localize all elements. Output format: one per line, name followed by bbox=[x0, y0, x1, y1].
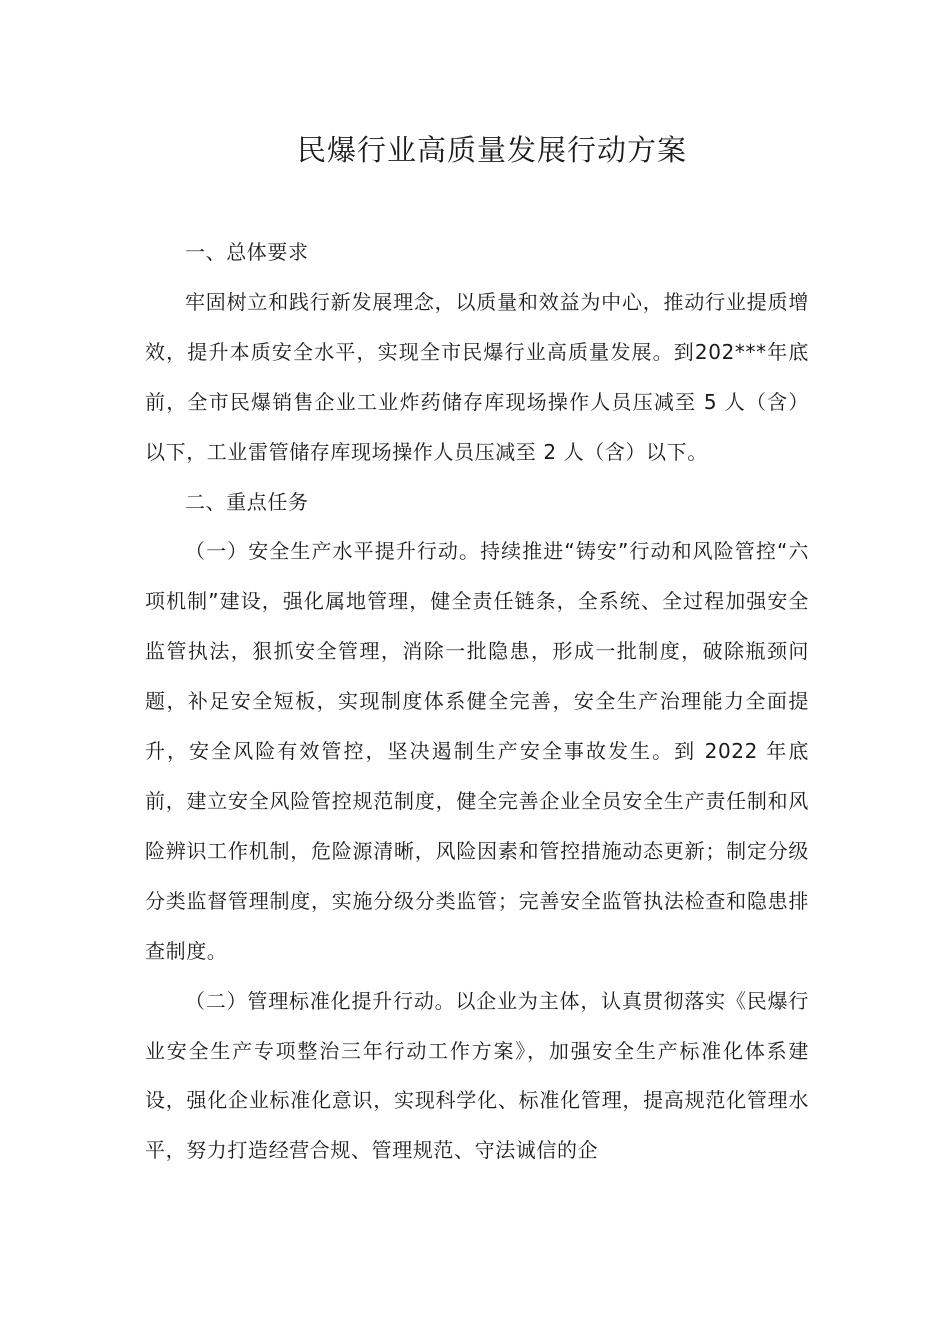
paragraph-general-requirements: 牢固树立和践行新发展理念，以质量和效益为中心，推动行业提质增效，提升本质安全水平，实现全市民爆行业高质量发展。到202***年底前，全市民爆销售企业工业炸药储存库现场操作人员压减至 5 人（含）以下，工业雷管储存库现场操作人员压减至 2 人（含）以下。 bbox=[145, 289, 809, 464]
document-body bbox=[145, 228, 809, 1176]
section-heading-general-requirements: 一、总体要求 bbox=[185, 240, 309, 264]
paragraph-management-standardization: （二）管理标准化提升行动。以企业为主体，认真贯彻落实《民爆行业安全生产专项整治三年行动工作方案》，加强安全生产标准化体系建设，强化企业标准化意识，实现科学化、标准化管理，提高规范化管理水平，努力打造经营合规、管理规范、守法诚信的企 bbox=[145, 988, 809, 1163]
section-heading-key-tasks: 二、重点任务 bbox=[185, 489, 309, 514]
document-title: 民爆行业高质量发展行动方案 bbox=[296, 133, 687, 167]
paragraph-safety-production: （一）安全生产水平提升行动。持续推进“铸安”行动和风险管控“六项机制”建设，强化属地管理，健全责任链条，全系统、全过程加强安全监管执法，狠抓安全管理，消除一批隐患，形成一批制度，破除瓶颈问题，补足安全短板，实现制度体系健全完善，安全生产治理能力全面提升，安全风险有效管控，坚决遏制生产安全事故发生。到 2022 年底前，建立安全风险管控规范制度，健全完善企业全员安全生产责任制和风险辨识工作机制，危险源清晰，风险因素和管控措施动态更新；制定分级分类监督管理制度，实施分级分类监管；完善安全监管执法检查和隐患排查制度。 bbox=[145, 539, 809, 963]
